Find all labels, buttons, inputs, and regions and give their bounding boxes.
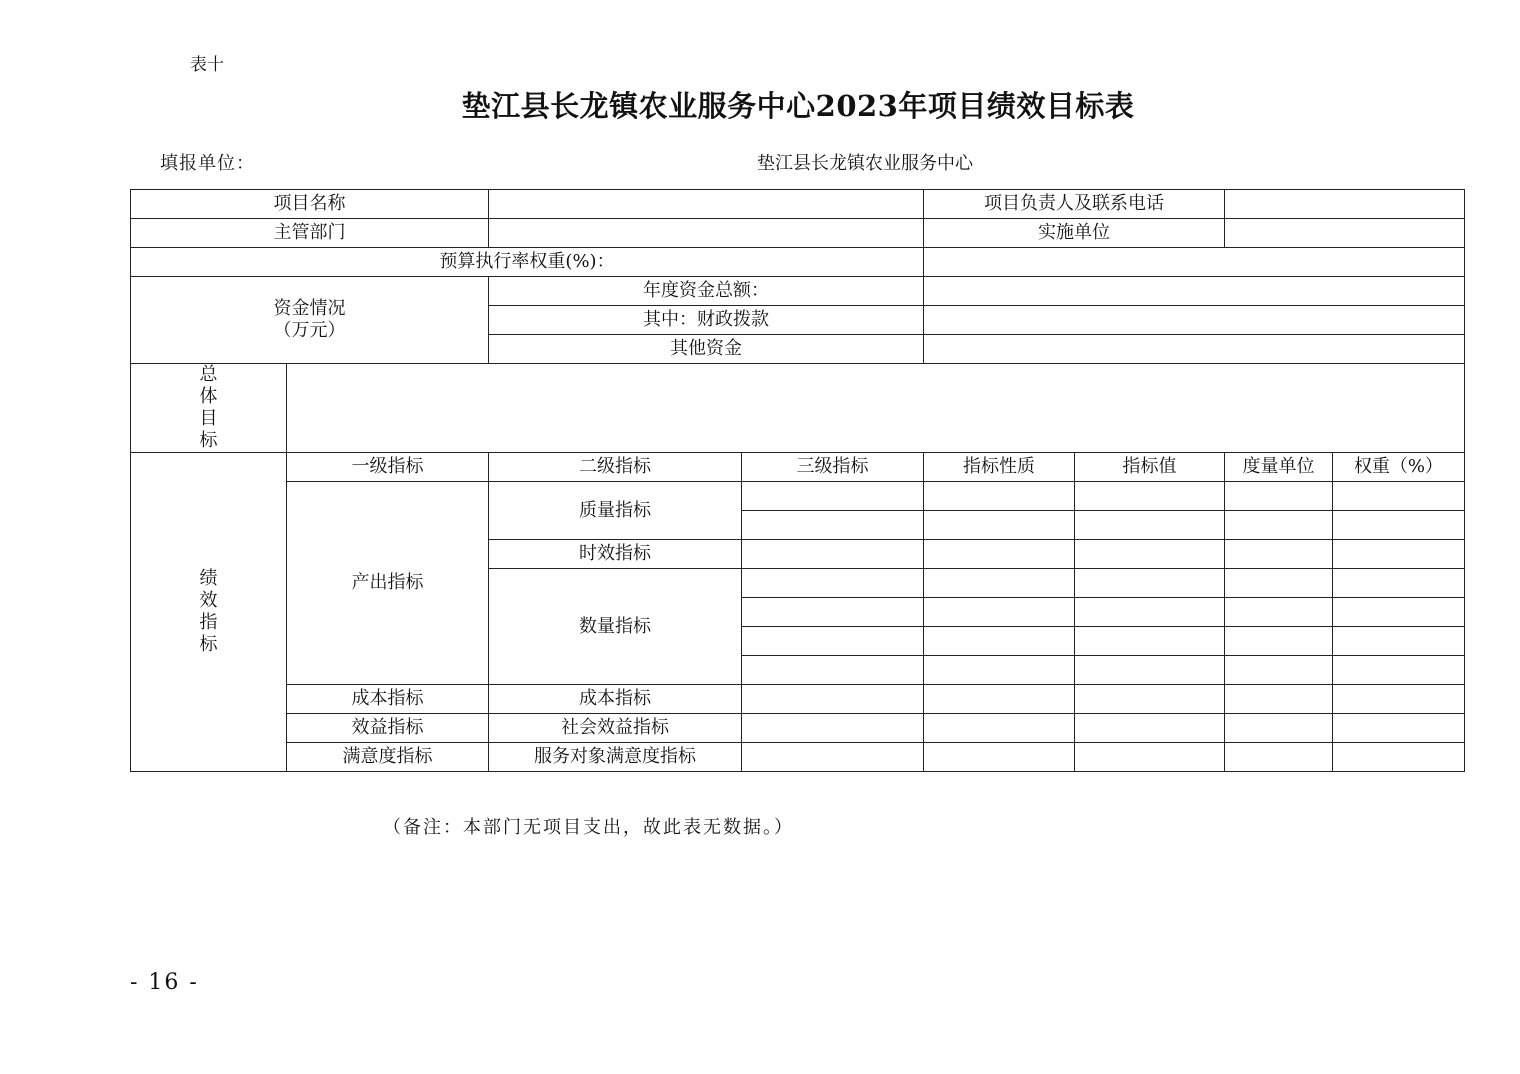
indicator-cell[interactable] — [742, 627, 924, 656]
indicator-cell[interactable] — [1225, 482, 1333, 511]
indicator-cell[interactable] — [1333, 743, 1465, 772]
indicator-cell[interactable] — [1225, 714, 1333, 743]
table-label: 表十 — [190, 55, 224, 75]
indicator-cell[interactable] — [924, 627, 1075, 656]
overall-goal-char: 标 — [199, 430, 218, 451]
project-leader-phone-value[interactable] — [1225, 190, 1465, 219]
indicator-cell[interactable] — [1333, 685, 1465, 714]
fiscal-funds-value[interactable] — [924, 306, 1465, 335]
indicator-cell[interactable] — [924, 685, 1075, 714]
indicator-cell[interactable] — [1333, 714, 1465, 743]
indicator-cell[interactable] — [1333, 627, 1465, 656]
indicator-cell[interactable] — [924, 743, 1075, 772]
indicator-cell[interactable] — [742, 656, 924, 685]
indicator-cell[interactable] — [742, 714, 924, 743]
indicator-cell[interactable] — [1075, 714, 1225, 743]
fund-situation-line2: （万元） — [273, 320, 346, 341]
performance-indicator-char: 效 — [199, 590, 218, 611]
indicator-cell[interactable] — [742, 540, 924, 569]
indicator-cell[interactable] — [924, 598, 1075, 627]
indicator-cell[interactable] — [1225, 685, 1333, 714]
indicator-cell[interactable] — [1225, 598, 1333, 627]
indicator-cell[interactable] — [742, 569, 924, 598]
performance-indicator-char: 指 — [199, 612, 218, 633]
remark-note: （备注：本部门无项目支出，故此表无数据。） — [383, 817, 794, 838]
indicator-cell[interactable] — [1075, 511, 1225, 540]
other-funds-label: 其他资金 — [489, 335, 924, 364]
filler-unit-value: 垫江县长龙镇农业服务中心 — [757, 153, 973, 174]
indicator-cell[interactable] — [1333, 511, 1465, 540]
cost-indicator-level2: 成本指标 — [489, 685, 742, 714]
performance-target-table — [130, 189, 1465, 772]
overall-goal-value[interactable] — [287, 364, 1465, 453]
indicator-cell[interactable] — [924, 482, 1075, 511]
overall-goal-char: 体 — [199, 386, 218, 407]
indicator-cell[interactable] — [1225, 743, 1333, 772]
project-name-value[interactable] — [489, 190, 924, 219]
column-header-level1: 一级指标 — [287, 453, 489, 482]
column-header-nature: 指标性质 — [924, 453, 1075, 482]
page-title: 垫江县长龙镇农业服务中心2023年项目绩效目标表 — [461, 89, 1135, 123]
column-header-weight: 权重（%） — [1333, 453, 1465, 482]
indicator-cell[interactable] — [1333, 569, 1465, 598]
indicator-cell[interactable] — [1333, 482, 1465, 511]
implementing-unit-label: 实施单位 — [924, 219, 1225, 248]
output-indicator-label: 产出指标 — [287, 482, 489, 685]
indicator-cell[interactable] — [1225, 511, 1333, 540]
fund-situation-label — [131, 277, 489, 364]
fiscal-funds-label: 其中：财政拨款 — [489, 306, 924, 335]
indicator-cell[interactable] — [1075, 656, 1225, 685]
indicator-cell[interactable] — [1225, 540, 1333, 569]
project-name-label: 项目名称 — [131, 190, 489, 219]
overall-goal-label — [131, 364, 287, 453]
indicator-cell[interactable] — [742, 743, 924, 772]
indicator-cell[interactable] — [742, 511, 924, 540]
performance-indicator-char: 绩 — [199, 568, 218, 589]
annual-total-label: 年度资金总额： — [489, 277, 924, 306]
page-number: - 16 - — [130, 970, 199, 995]
filler-unit-label: 填报单位： — [160, 153, 255, 174]
indicator-cell[interactable] — [1075, 540, 1225, 569]
satisfaction-indicator-level1: 满意度指标 — [287, 743, 489, 772]
quality-indicator-label: 质量指标 — [489, 482, 742, 540]
indicator-cell[interactable] — [1075, 685, 1225, 714]
indicator-cell[interactable] — [924, 540, 1075, 569]
annual-total-value[interactable] — [924, 277, 1465, 306]
benefit-indicator-level2: 社会效益指标 — [489, 714, 742, 743]
indicator-cell[interactable] — [1075, 627, 1225, 656]
cost-indicator-level1: 成本指标 — [287, 685, 489, 714]
performance-indicator-label — [131, 453, 287, 772]
column-header-value: 指标值 — [1075, 453, 1225, 482]
indicator-cell[interactable] — [742, 598, 924, 627]
implementing-unit-value[interactable] — [1225, 219, 1465, 248]
quantity-indicator-label: 数量指标 — [489, 569, 742, 685]
indicator-cell[interactable] — [924, 656, 1075, 685]
indicator-cell[interactable] — [1075, 598, 1225, 627]
overall-goal-char: 总 — [199, 364, 218, 385]
indicator-cell[interactable] — [1075, 482, 1225, 511]
column-header-unit: 度量单位 — [1225, 453, 1333, 482]
indicator-cell[interactable] — [1333, 540, 1465, 569]
department-value[interactable] — [489, 219, 924, 248]
indicator-cell[interactable] — [1333, 656, 1465, 685]
budget-weight-label: 预算执行率权重(%)： — [131, 248, 924, 277]
overall-goal-char: 目 — [199, 408, 218, 429]
budget-weight-value[interactable] — [924, 248, 1465, 277]
department-label: 主管部门 — [131, 219, 489, 248]
indicator-cell[interactable] — [924, 714, 1075, 743]
indicator-cell[interactable] — [1333, 598, 1465, 627]
other-funds-value[interactable] — [924, 335, 1465, 364]
project-leader-phone-label: 项目负责人及联系电话 — [924, 190, 1225, 219]
indicator-cell[interactable] — [1075, 569, 1225, 598]
indicator-cell[interactable] — [742, 482, 924, 511]
column-header-level3: 三级指标 — [742, 453, 924, 482]
column-header-level2: 二级指标 — [489, 453, 742, 482]
indicator-cell[interactable] — [1225, 569, 1333, 598]
indicator-cell[interactable] — [742, 685, 924, 714]
fund-situation-line1: 资金情况 — [273, 298, 346, 319]
performance-indicator-char: 标 — [199, 634, 218, 655]
indicator-cell[interactable] — [924, 511, 1075, 540]
benefit-indicator-level1: 效益指标 — [287, 714, 489, 743]
indicator-cell[interactable] — [924, 569, 1075, 598]
satisfaction-indicator-level2: 服务对象满意度指标 — [489, 743, 742, 772]
indicator-cell[interactable] — [1225, 656, 1333, 685]
indicator-cell[interactable] — [1075, 743, 1225, 772]
timeliness-indicator-label: 时效指标 — [489, 540, 742, 569]
indicator-cell[interactable] — [1225, 627, 1333, 656]
